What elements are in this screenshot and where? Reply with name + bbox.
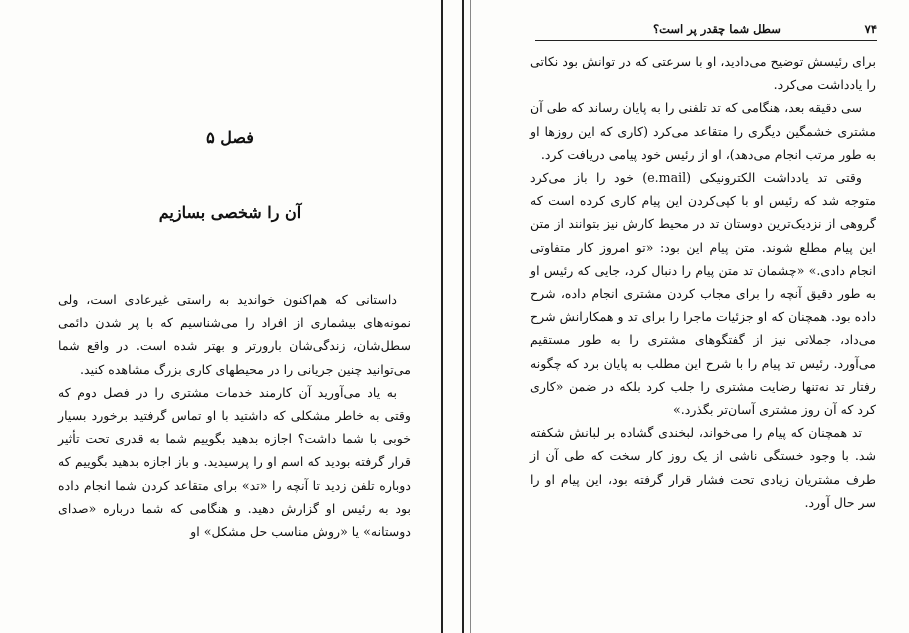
- page-number: ۷۴: [864, 22, 877, 36]
- right-page-body: [530, 50, 876, 514]
- spine-line-right: [462, 0, 464, 633]
- chapter-title: آن را شخصی بسازیم: [158, 203, 302, 222]
- paragraph: داستانی که هم‌اکنون خواندید به راستی غیرعادی است، ولی نمونه‌های بیشماری از افراد را می‌شناسیم که با پر شدن دائمی سطل‌شان، زندگی‌شان بارورتر و بهتر شده است. در واقع شما می‌توانید چنین جریانی را در محیطهای کاری بزرگ مشاهده کنید.: [58, 292, 411, 377]
- paragraph: سی دقیقه بعد، هنگامی که تد تلفنی را به پایان رساند که طی آن مشتری خشمگین دیگری را متقاعد می‌کرد (کاری که این روزها او به طور مرتب انجام می‌دهد)، او از رئیس خود پیامی دریافت کرد.: [530, 100, 876, 162]
- chapter-label: فصل ۵: [206, 128, 254, 147]
- paragraph: تد همچنان که پیام را می‌خواند، لبخندی گشاده بر لبانش شکفته شد. با وجود خستگی ناشی از یک روز کار سخت که طی آن از طرف مشتریان زیادی تحت فشار قرار گرفته بود، این پیام او را سر حال آورد.: [530, 425, 876, 510]
- paragraph: وقتی تد یادداشت الکترونیکی (e.mail) خود را باز می‌کرد متوجه شد که رئیس او با کپی‌کردن این پیام کاری کرده است که گروهی از نزدیک‌ترین دوستان تد در محیط کارش نیز بتوانند از متن این پیام مطلع شوند. متن پیام این بود: «تو امروز کار متفاوتی انجام دادی.» «چشمان تد متن پیام را دنبال کرد، جایی که رئیس او به طور دقیق آنچه را برای مجاب کردن مشتری انجام داده، شرح داده بود. همچنان که او جزئیات ماجرا را برای تد و همکارانش شرح می‌داد، جملاتی نیز از گفتگوهای مشتری را به طور مستقیم می‌آورد. رئیس تد پیام را با شرح این مطلب به پایان برد که چگونه رفتار تد نه‌تنها رضایت مشتری را جلب کرد بلکه در ضمن «کاری کرد که آن روز مشتری آسان‌تر بگذرد.»: [530, 170, 876, 418]
- running-head: [535, 22, 877, 41]
- spine-line-left: [441, 0, 443, 633]
- running-title: سطل شما چقدر پر است؟: [653, 22, 781, 36]
- paragraph: به یاد می‌آورید آن کارمند خدمات مشتری را در فصل دوم که وقتی به خاطر مشکلی که داشتید با او تماس گرفتید برخورد بسیار خوبی با شما داشت؟ اجازه بدهید بگوییم شما به قدری تحت تأثیر قرار گرفته بودید که اسم او را پرسیدید. و باز اجازه بدهید بگوییم که دوباره تلفن زدید تا آنچه را «تد» برای متقاعد کردن شما انجام داده بود به رئیس او گزارش دهید. و هنگامی که شما درباره «صدای دوستانه» یا «روش مناسب حل مشکل» او: [58, 384, 411, 540]
- paragraph: برای رئیسش توضیح می‌دادید، او با سرعتی که در توانش بود نکاتی را یادداشت می‌کرد.: [530, 54, 876, 93]
- left-page-body: [58, 288, 411, 543]
- spine-line-inner: [470, 0, 471, 633]
